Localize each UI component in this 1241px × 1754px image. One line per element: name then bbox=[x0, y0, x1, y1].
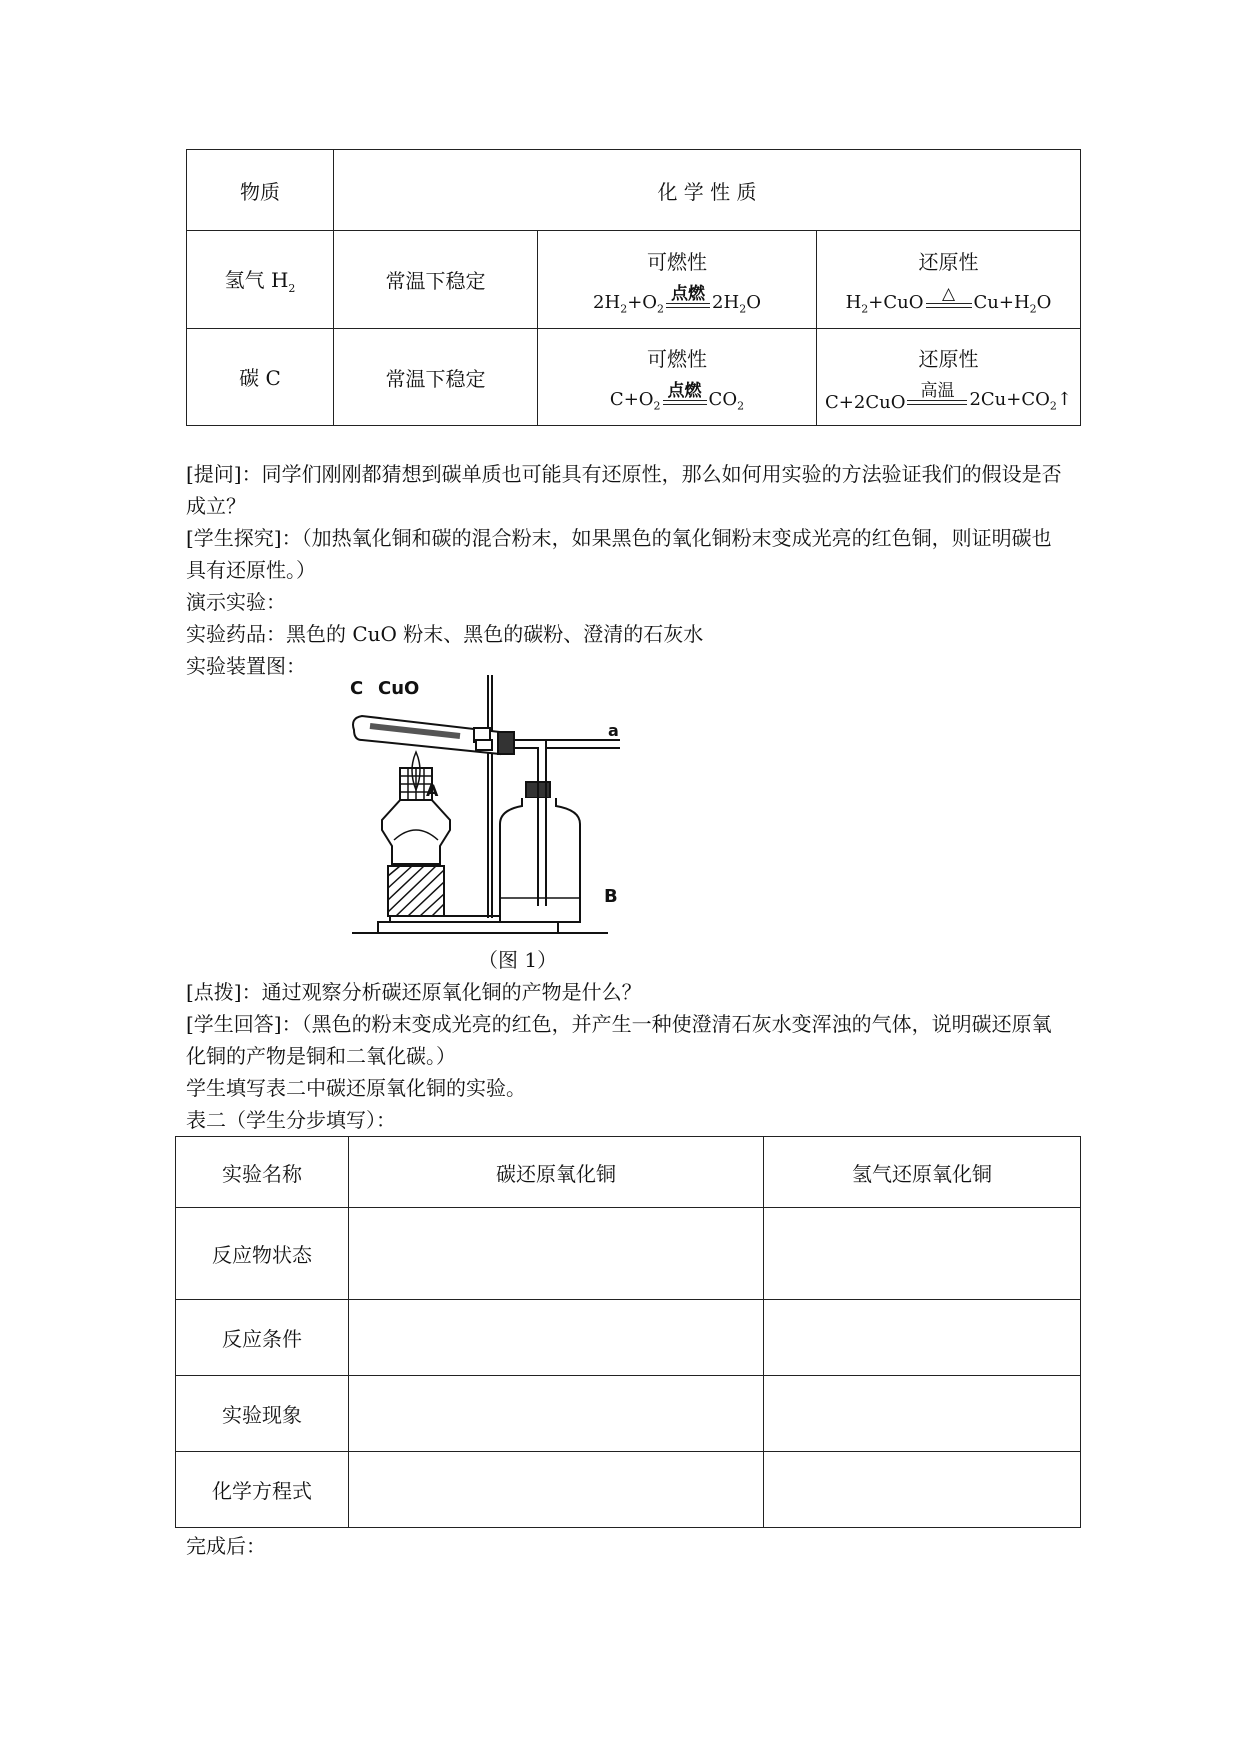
substance-name: 氢气 $H_2$ bbox=[187, 231, 334, 329]
row-label: 实验现象 bbox=[176, 1376, 349, 1452]
stability-cell: 常温下稳定 bbox=[334, 329, 538, 426]
combustibility-cell: 可燃性 $C+O_2$ 点燃 $CO_2$ bbox=[538, 329, 817, 426]
figure-caption: （图 1） bbox=[478, 948, 558, 972]
header-experiment-name: 实验名称 bbox=[176, 1137, 349, 1208]
header-hydrogen-reduction: 氢气还原氧化铜 bbox=[764, 1137, 1081, 1208]
chemical-properties-table bbox=[186, 149, 1081, 426]
substance-name: 碳 C bbox=[187, 329, 334, 426]
answer-cell[interactable] bbox=[349, 1376, 764, 1452]
answer-cell[interactable] bbox=[764, 1208, 1081, 1300]
header-properties: 化 学 性 质 bbox=[334, 150, 1081, 231]
reducibility-cell: 还原性 C+2CuO 高温 $2Cu+CO_2↑$ bbox=[817, 329, 1081, 426]
completion-text: 完成后： bbox=[186, 1534, 266, 1558]
table-row bbox=[176, 1208, 1081, 1300]
apparatus-heading: 实验装置图： bbox=[186, 654, 306, 678]
answer-cell[interactable] bbox=[349, 1300, 764, 1376]
label-c: C bbox=[350, 678, 364, 699]
table-row bbox=[187, 231, 1081, 329]
row-label: 反应条件 bbox=[176, 1300, 349, 1376]
equation: C+2CuO 高温 $2Cu+CO_2↑$ bbox=[825, 381, 1072, 413]
label-cuo: CuO bbox=[378, 678, 420, 699]
header-carbon-reduction: 碳还原氧化铜 bbox=[349, 1137, 764, 1208]
header-substance: 物质 bbox=[187, 150, 334, 231]
equation: $2H_2+O_2$ 点燃 $2H_2O$ bbox=[593, 283, 761, 316]
apparatus-diagram bbox=[350, 670, 620, 940]
demo-heading: 演示实验： bbox=[186, 590, 286, 614]
experiment-comparison-table bbox=[175, 1136, 1081, 1528]
combustibility-cell: 可燃性 $2H_2+O_2$ 点燃 $2H_2O$ bbox=[538, 231, 817, 329]
table-row bbox=[176, 1376, 1081, 1452]
table-row bbox=[176, 1452, 1081, 1528]
intro-paragraphs bbox=[186, 458, 1066, 682]
hint-text: [点拨]：通过观察分析碳还原氧化铜的产物是什么？ bbox=[186, 980, 642, 1004]
label-b: B bbox=[604, 886, 618, 907]
stability-cell: 常温下稳定 bbox=[334, 231, 538, 329]
row-label: 反应物状态 bbox=[176, 1208, 349, 1300]
label-a-upper: A bbox=[426, 781, 439, 800]
reagents-text: 实验药品：黑色的 CuO 粉末、黑色的碳粉、澄清的石灰水 bbox=[186, 622, 704, 646]
question-text: [提问]：同学们刚刚都猜想到碳单质也可能具有还原性，那么如何用实验的方法验证我们的假设是否成立？ bbox=[186, 462, 1062, 518]
student-answer-text: [学生回答]：（黑色的粉末变成光亮的红色，并产生一种使澄清石灰水变浑浊的气体，说明碳还原氧化铜的产物是铜和二氧化碳。） bbox=[186, 1012, 1052, 1068]
reducibility-cell: 还原性 $H_2+CuO$ △ $Cu+H_2O$ bbox=[817, 231, 1081, 329]
table-row bbox=[187, 329, 1081, 426]
answer-cell[interactable] bbox=[764, 1376, 1081, 1452]
table-row bbox=[176, 1300, 1081, 1376]
answer-cell[interactable] bbox=[764, 1452, 1081, 1528]
student-inquiry-text: [学生探究]：（加热氧化铜和碳的混合粉末，如果黑色的氧化铜粉末变成光亮的红色铜，则证明碳也具有还原性。） bbox=[186, 526, 1052, 582]
equation: $H_2+CuO$ △ $Cu+H_2O$ bbox=[845, 283, 1052, 316]
discussion-paragraphs bbox=[186, 976, 1066, 1136]
label-a-tube: a bbox=[608, 721, 619, 740]
answer-cell[interactable] bbox=[764, 1300, 1081, 1376]
equation: $C+O_2$ 点燃 $CO_2$ bbox=[609, 381, 745, 413]
answer-cell[interactable] bbox=[349, 1452, 764, 1528]
table2-caption: 表二（学生分步填写）： bbox=[186, 1108, 396, 1132]
fill-instruction: 学生填写表二中碳还原氧化铜的实验。 bbox=[186, 1076, 526, 1100]
answer-cell[interactable] bbox=[349, 1208, 764, 1300]
row-label: 化学方程式 bbox=[176, 1452, 349, 1528]
